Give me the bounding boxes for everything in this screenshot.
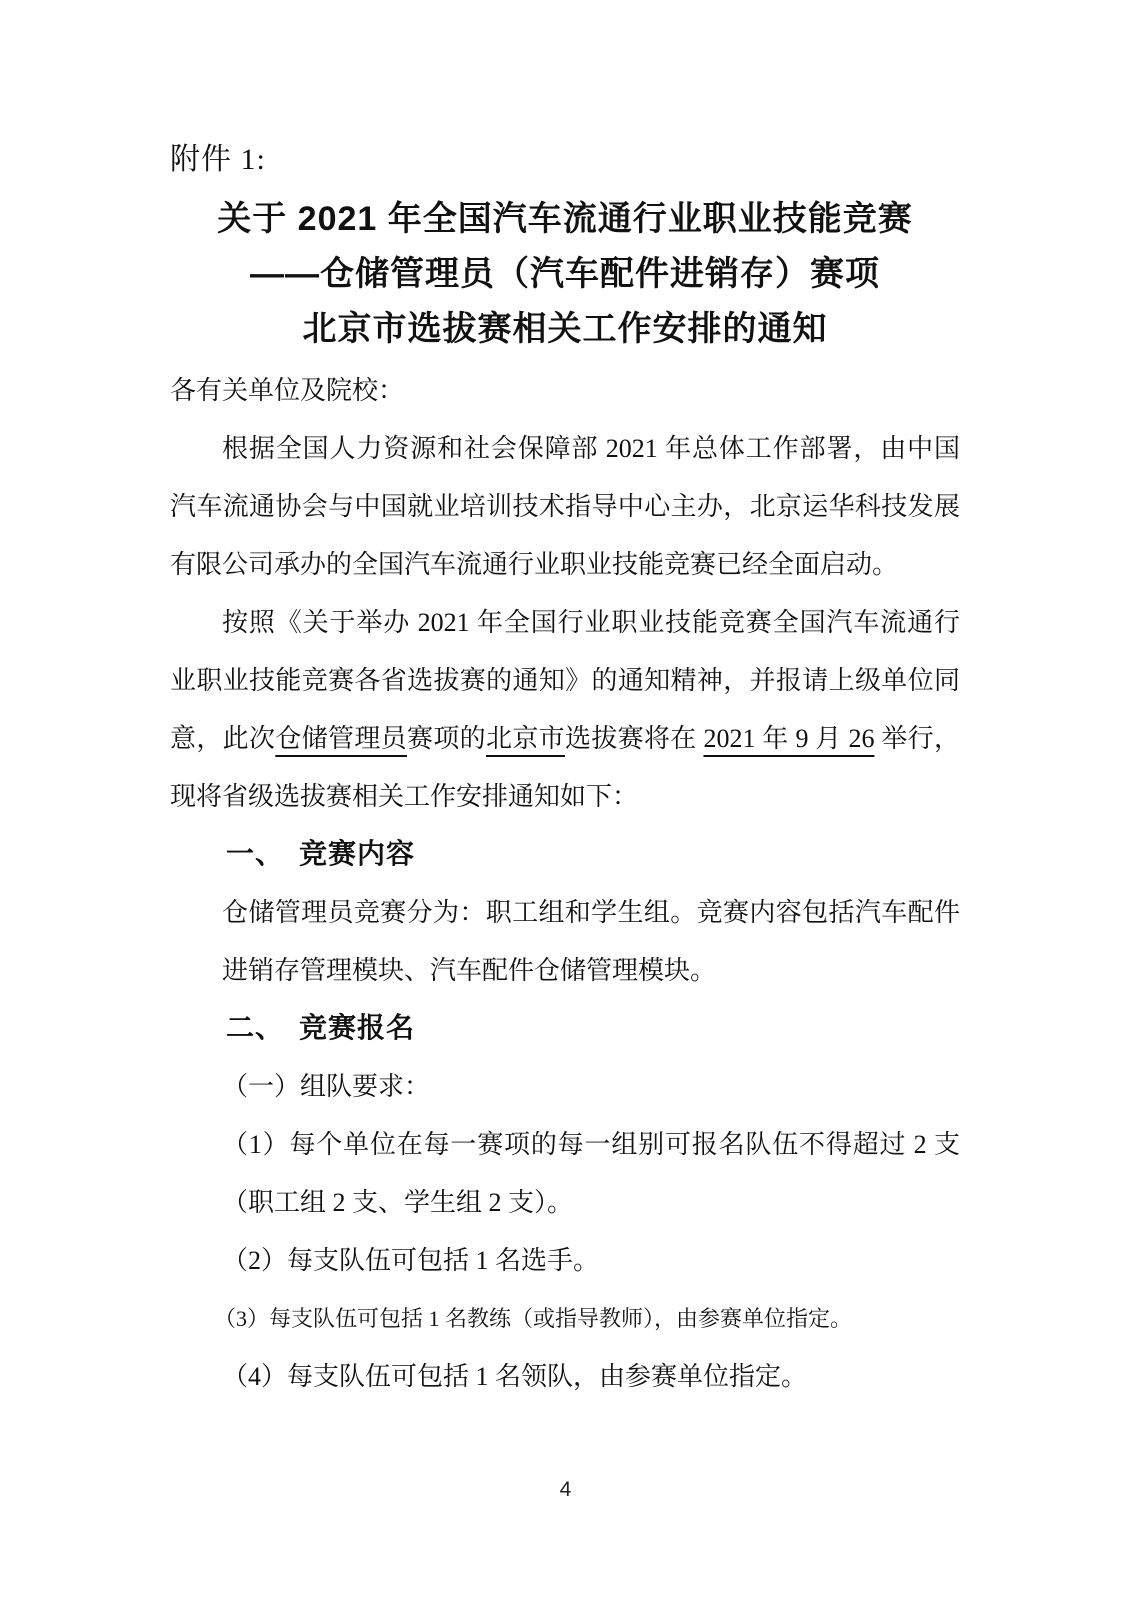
list-item-2: （2）每支队伍可包括 1 名选手。 [222,1246,600,1275]
list-item-3: （3）每支队伍可包括 1 名教练（或指导教师），由参赛单位指定。 [214,1306,853,1331]
section-heading-registration: 二、 竞赛报名 [226,1013,416,1044]
title-line-3: 北京市选拔赛相关工作安排的通知 [302,310,828,348]
section-competition-content-paragraph: 仓储管理员竞赛分为：职工组和学生组。竞赛内容包括汽车配件进销存管理模块、汽车配件仓储管理模块。 [222,898,960,985]
paragraph-background: 根据全国人力资源和社会保障部 2021 年总体工作部署，由中国汽车流通协会与中国就业培训技术指导中心主办，北京运华科技发展有限公司承办的全国汽车流通行业职业技能竞赛已经全面启动。 [170,434,960,579]
page-number: 4 [559,1478,572,1501]
salutation: 各有关单位及院校： [170,376,405,405]
list-item-team-requirements: （一）组队要求： [222,1072,431,1101]
title-line-2: ——仓储管理员（汽车配件进销存）赛项 [250,255,880,293]
attachment-label: 附件 1: [170,143,266,176]
paragraph-notice: 按照《关于举办 2021 年全国行业职业技能竞赛全国汽车流通行业职业技能竞赛各省选拔赛的通知》的通知精神，并报请上级单位同意，此次仓储管理员赛项的北京市选拔赛将在 2021 年 9 月 26 举行，现将省级选拔赛相关工作安排通知如下： [170,608,960,811]
section-heading-competition-content: 一、 竞赛内容 [226,839,416,870]
list-item-4: （4）每支队伍可包括 1 名领队，由参赛单位指定。 [222,1362,808,1391]
document-title [170,192,960,357]
list-item-1: （1）每个单位在每一赛项的每一组别可报名队伍不得超过 2 支（职工组 2 支、学生组 2 支）。 [222,1130,960,1217]
title-line-1: 关于 2021 年全国汽车流通行业职业技能竞赛 [217,200,913,238]
document-body [170,362,960,1406]
